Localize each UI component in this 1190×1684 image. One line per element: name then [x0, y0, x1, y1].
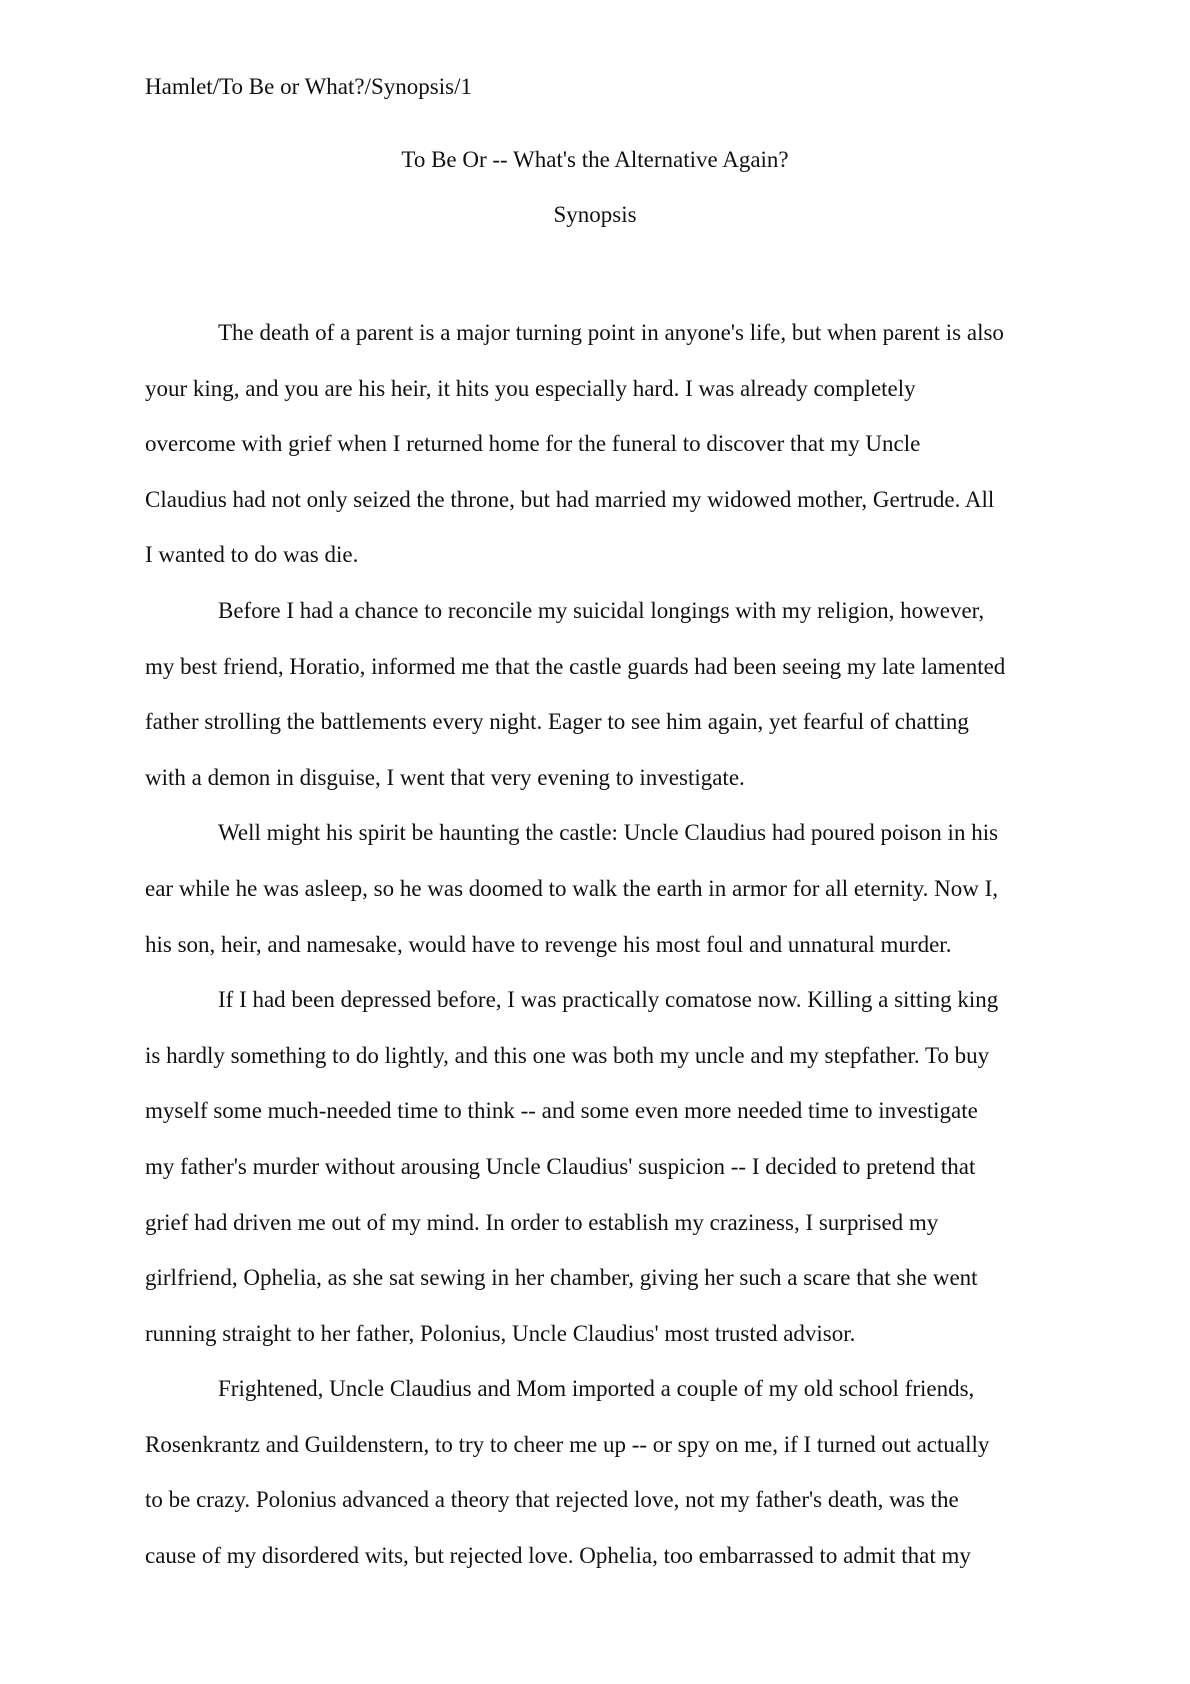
paragraph-5: [145, 1361, 1045, 1583]
text-line: ear while he was asleep, so he was doomed to walk the earth in armor for all eternity. Now I,: [145, 875, 999, 901]
text-line: If I had been depressed before, I was practically comatose now. Killing a sitting king: [218, 987, 999, 1013]
text-line: is hardly something to do lightly, and this one was both my uncle and my stepfather. To buy: [145, 1042, 990, 1068]
text-line: girlfriend, Ophelia, as she sat sewing in her chamber, giving her such a scare that she went: [145, 1265, 978, 1291]
paragraph-1: [145, 305, 1045, 583]
text-line: Rosenkrantz and Guildenstern, to try to cheer me up -- or spy on me, if I turned out actually: [145, 1431, 990, 1457]
text-line: Before I had a chance to reconcile my suicidal longings with my religion, however,: [218, 597, 985, 623]
paragraph-4: [145, 972, 1045, 1361]
text-line: The death of a parent is a major turning point in anyone's life, but when parent is also: [218, 320, 1004, 345]
text-line: my father's murder without arousing Uncle Claudius' suspicion -- I decided to pretend that: [145, 1153, 976, 1179]
text-line: with a demon in disguise, I went that very evening to investigate.: [145, 764, 745, 790]
text-line: cause of my disordered wits, but rejected love. Ophelia, too embarrassed to admit that my: [145, 1543, 971, 1569]
text-line: overcome with grief when I returned home for the funeral to discover that my Uncle: [145, 431, 921, 457]
text-line: running straight to her father, Polonius, Uncle Claudius' most trusted advisor.: [145, 1320, 856, 1346]
running-head: Hamlet/To Be or What?/Synopsis/1: [145, 74, 472, 99]
text-line: Frightened, Uncle Claudius and Mom imported a couple of my old school friends,: [218, 1376, 975, 1402]
text-line: my best friend, Horatio, informed me that the castle guards had been seeing my late lamented: [145, 653, 1006, 679]
text-line: your king, and you are his heir, it hits you especially hard. I was already completely: [145, 375, 916, 401]
text-line: Claudius had not only seized the throne, but had married my widowed mother, Gertrude. All: [145, 486, 995, 512]
text-line: his son, heir, and namesake, would have to revenge his most foul and unnatural murder.: [145, 931, 952, 957]
text-line: I wanted to do was die.: [145, 542, 359, 568]
document-subtitle: Synopsis: [553, 202, 637, 227]
text-line: Well might his spirit be haunting the castle: Uncle Claudius had poured poison in his: [218, 820, 999, 846]
paragraph-3: [145, 805, 1045, 972]
text-line: myself some much-needed time to think -- and some even more needed time to investigate: [145, 1098, 978, 1124]
text-line: to be crazy. Polonius advanced a theory that rejected love, not my father's death, was the: [145, 1487, 959, 1513]
text-line: father strolling the battlements every night. Eager to see him again, yet fearful of chatting: [145, 709, 969, 735]
paragraph-2: [145, 583, 1045, 805]
text-line: grief had driven me out of my mind. In order to establish my craziness, I surprised my: [145, 1209, 939, 1235]
document-title: To Be Or -- What's the Alternative Again?: [401, 147, 789, 172]
document-body: [145, 305, 1045, 1584]
